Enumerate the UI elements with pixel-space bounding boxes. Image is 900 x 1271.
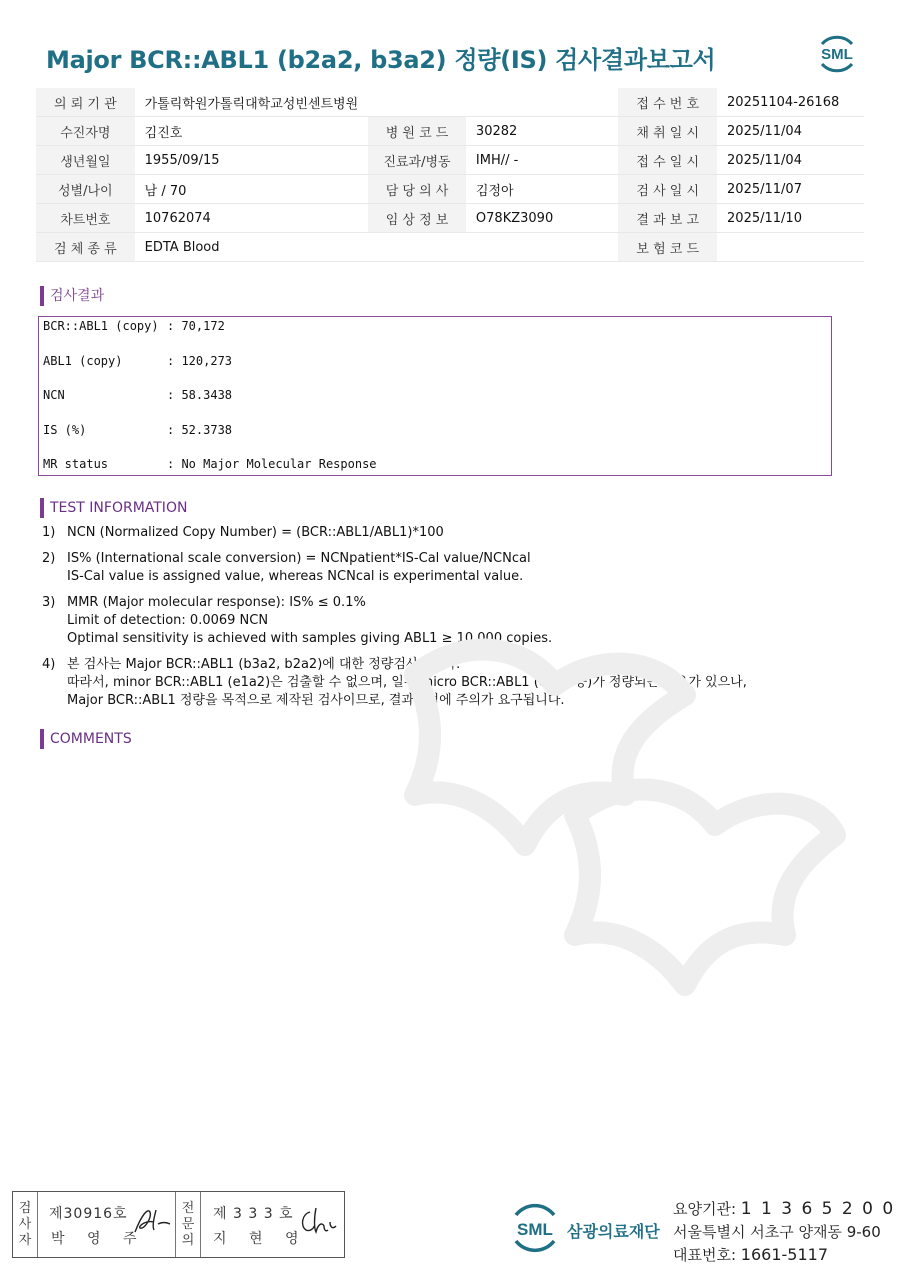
result-row [43,388,232,402]
test-info-heading: TEST INFORMATION [40,498,187,518]
item-line: MMR (Major molecular response): IS% ≤ 0.1% [67,595,366,610]
examiner-number: 제30916호 [49,1206,128,1222]
info-row [36,146,864,175]
result-row [43,423,232,437]
info-label [368,233,466,262]
info-value [466,88,618,117]
info-value: 2025/11/04 [717,117,864,146]
item-line: 본 검사는 Major BCR::ABL1 (b3a2, b2a2)에 대한 정량검사입니다. [67,657,461,672]
logo-text: SML [821,46,853,63]
info-label: 담 당 의 사 [368,175,466,204]
specialist-name: 지 현 영 [213,1231,308,1247]
result-row [43,354,232,368]
item-line: 따라서, minor BCR::ABL1 (e1a2)은 검출할 수 없으며, 일부 micro BCR::ABL1 (c3a2 등)가 정량되는 경우가 있으나, [67,675,747,690]
result-value: : 70,172 [167,319,225,333]
info-value: 20251104-26168 [717,88,864,117]
info-label: 보 험 코 드 [618,233,717,262]
item-line: Major BCR::ABL1 정량을 목적으로 제작된 검사이므로, 결과해석에 주의가 요구됩니다. [67,693,565,708]
comments-heading: COMMENTS [40,729,132,749]
item-line: Limit of detection: 0.0069 NCN [67,613,269,628]
result-row [43,457,377,471]
info-label: 차트번호 [36,204,135,233]
specialist-label: 전 문 의 [176,1192,201,1257]
info-value: EDTA Blood [135,233,369,262]
info-label: 검 체 종 류 [36,233,135,262]
footer-sml-logo-icon [508,1199,562,1257]
specialist-number: 제 3 3 3 호 [213,1206,294,1222]
info-label: 접 수 번 호 [618,88,717,117]
info-value: 남 / 70 [135,175,369,204]
result-box [38,316,832,476]
item-number: 3) [42,595,56,610]
signature-box [12,1191,345,1258]
test-info-item [42,524,862,542]
info-value: IMH// - [466,146,618,175]
info-label: 진료과/병동 [368,146,466,175]
result-value: : 52.3738 [167,423,233,437]
footer-code: 요양기관: 1 1 3 6 5 2 0 0 [673,1199,896,1219]
item-number: 1) [42,525,56,540]
item-number: 2) [42,551,56,566]
info-row [36,88,864,117]
footer-address: 서울특별시 서초구 양재동 9-60 [673,1223,881,1241]
result-heading: 검사결과 [40,286,104,306]
watermark-logo-icon [355,555,855,1055]
info-label [368,88,466,117]
info-value [717,233,864,262]
svg-text:SML: SML [517,1220,553,1239]
info-row [36,204,864,233]
info-value: 김정아 [466,175,618,204]
item-line: Optimal sensitivity is achieved with samples giving ABL1 ≥ 10,000 copies. [67,631,553,646]
info-value [466,233,618,262]
result-value: : No Major Molecular Response [167,457,377,471]
result-value: : 58.3438 [167,388,233,402]
patient-info-table [36,88,864,262]
info-label: 생년월일 [36,146,135,175]
result-key: IS (%) [43,423,87,437]
item-line: NCN (Normalized Copy Number) = (BCR::ABL1/ABL1)*100 [67,525,444,540]
info-label: 수진자명 [36,117,135,146]
info-value: O78KZ3090 [466,204,618,233]
info-value: 2025/11/04 [717,146,864,175]
info-label: 성별/나이 [36,175,135,204]
item-number: 4) [42,657,56,672]
result-value: : 120,273 [167,354,233,368]
result-key: MR status [43,457,109,471]
result-key: NCN [43,388,65,402]
info-label: 결 과 보 고 [618,204,717,233]
info-label: 접 수 일 시 [618,146,717,175]
info-row [36,117,864,146]
footer-phone: 대표번호: 1661-5117 [673,1245,829,1264]
info-label: 임 상 정 보 [368,204,466,233]
item-line: IS-Cal value is assigned value, whereas NCNcal is experimental value. [67,569,524,584]
footer-org-name: 삼광의료재단 [567,1222,660,1241]
info-value: 가톨릭학원가톨릭대학교성빈센트병원 [135,88,369,117]
info-value: 2025/11/10 [717,204,864,233]
sml-logo-icon [812,30,862,76]
info-value: 30282 [466,117,618,146]
result-key: BCR::ABL1 (copy) [43,319,159,333]
result-key: ABL1 (copy) [43,354,123,368]
info-row [36,233,864,262]
report-title: Major BCR::ABL1 (b2a2, b3a2) 정량(IS) 검사결과보고서 [46,46,716,74]
specialist-signature-icon [296,1204,340,1238]
info-label: 채 취 일 시 [618,117,717,146]
info-value: 김진호 [135,117,369,146]
info-value: 10762074 [135,204,369,233]
examiner-label: 검 사 자 [13,1192,38,1257]
item-line: IS% (International scale conversion) = NCNpatient*IS-Cal value/NCNcal [67,551,531,566]
info-label: 검 사 일 시 [618,175,717,204]
info-label: 병 원 코 드 [368,117,466,146]
examiner-name: 박 영 주 [51,1231,146,1247]
examiner-signature-icon [132,1204,174,1238]
info-value: 2025/11/07 [717,175,864,204]
result-row [43,319,225,333]
info-value: 1955/09/15 [135,146,369,175]
info-row [36,175,864,204]
info-label: 의 뢰 기 관 [36,88,135,117]
